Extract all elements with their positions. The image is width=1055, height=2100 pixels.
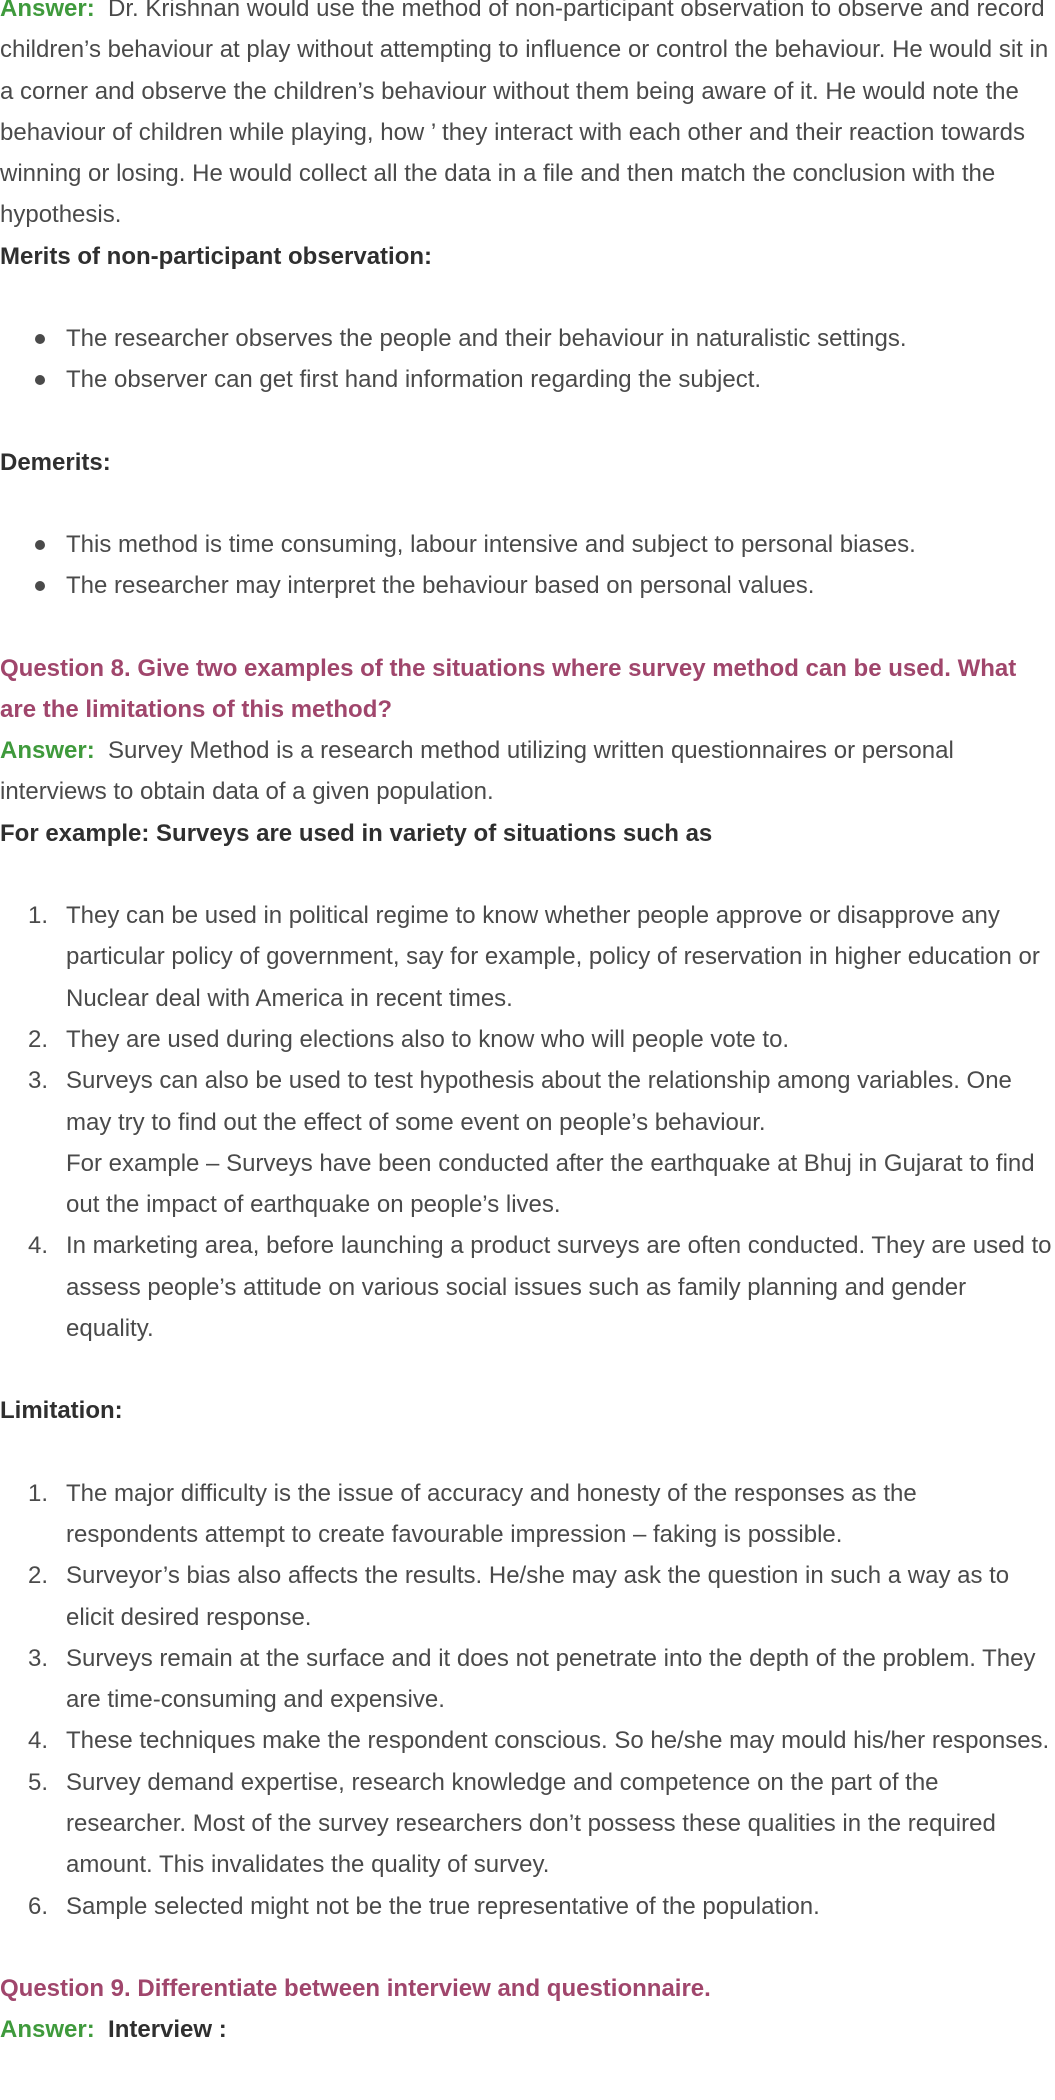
list-item: 2. They are used during elections also to know who will people vote to. — [28, 1025, 790, 1053]
spacer — [0, 854, 1055, 895]
list-item: 3. Surveys remain at the surface and it does not penetrate into the depth of the problem. They are time-consuming and expensive. — [28, 1644, 1036, 1714]
limitation-heading: Limitation: — [0, 1397, 123, 1425]
merits-list — [0, 318, 1055, 401]
list-item: 6. Sample selected might not be the true representative of the population. — [28, 1892, 820, 1920]
limitations-list — [0, 1473, 1055, 1927]
interview-heading: Interview : — [108, 2016, 227, 2044]
spacer — [0, 277, 1055, 318]
answer-text: Dr. Krishnan would use the method of non-participant observation to observe and record children’s behaviour at play without attempting to influence or control the behaviour. He would sit in a corner and observe the children’s behaviour without them being aware of it. He would note the behaviour of children while playing, how ’ they interact with each other and their reaction towards winning or losing. He would collect all the data in a file and then match the conclusion with the hypothesis. — [0, 0, 1049, 229]
spacer — [0, 607, 1055, 648]
question-8-heading: Question 8. Give two examples of the situations where survey method can be used. What are the limitations of this method? — [0, 654, 1017, 723]
bullet-icon — [35, 581, 45, 591]
list-item: 2. Surveyor’s bias also affects the results. He/she may ask the question in such a way as to elicit desired response. — [28, 1562, 1010, 1631]
answer-label: Answer: — [0, 2016, 95, 2044]
bullet-icon — [35, 375, 45, 385]
q7-answer-paragraph — [0, 0, 1055, 236]
list-item: The researcher may interpret the behaviour based on personal values. — [0, 565, 1055, 606]
demerits-heading: Demerits: — [0, 448, 111, 476]
spacer — [0, 483, 1055, 524]
demerits-list — [0, 524, 1055, 607]
example-heading: For example: Surveys are used in variety of situations such as — [0, 819, 713, 847]
list-item: 3. Surveys can also be used to test hypothesis about the relationship among variables. One may try to find out the effect of some event on people’s behaviour. For example – Surveys have been conducted after the earthquake at Bhuj in Gujarat to find out the impact of earthquake on people’s lives. — [28, 1067, 1035, 1219]
spacer — [0, 1927, 1055, 1968]
list-item: The researcher observes the people and their behaviour in naturalistic settings. — [0, 318, 1055, 359]
example-note: For example – Surveys have been conducted after the earthquake at Bhuj in Gujarat to find out the impact of earthquake on people’s lives. — [66, 1149, 1035, 1219]
bullet-icon — [35, 540, 45, 550]
list-item: 1. The major difficulty is the issue of accuracy and honesty of the responses as the respondents attempt to create favourable impression – faking is possible. — [28, 1479, 917, 1548]
list-item: 4. In marketing area, before launching a product surveys are often conducted. They are used to assess people’s attitude on various social issues such as family planning and gender equality. — [28, 1232, 1052, 1343]
answer-label: Answer: — [0, 737, 95, 765]
q9-answer-paragraph — [0, 2009, 1055, 2050]
answer-text: Survey Method is a research method utilizing written questionnaires or personal interviews to obtain data of a given population. — [0, 737, 954, 806]
spacer — [0, 401, 1055, 442]
q8-answer-paragraph — [0, 730, 1055, 813]
list-item: 1. They can be used in political regime to know whether people approve or disapprove any particular policy of government, say for example, policy of reservation in higher education or Nuclear deal with America in recent times. — [28, 902, 1040, 1012]
answer-label: Answer: — [0, 0, 95, 22]
question-9-heading: Question 9. Differentiate between interview and questionnaire. — [0, 1974, 711, 2002]
spacer — [0, 1349, 1055, 1390]
list-item: 5. Survey demand expertise, research knowledge and competence on the part of the researcher. Most of the survey researchers don’t possess these qualities in the required amount. This invalidates the quality of survey. — [28, 1768, 996, 1879]
merits-heading: Merits of non-participant observation: — [0, 242, 433, 270]
list-item: The observer can get first hand information regarding the subject. — [0, 359, 1055, 400]
examples-list — [0, 895, 1055, 1349]
list-item: 4. These techniques make the respondent conscious. So he/she may mould his/her responses. — [28, 1727, 1050, 1755]
bullet-icon — [35, 334, 45, 344]
spacer — [0, 1432, 1055, 1473]
list-item: This method is time consuming, labour intensive and subject to personal biases. — [0, 524, 1055, 565]
